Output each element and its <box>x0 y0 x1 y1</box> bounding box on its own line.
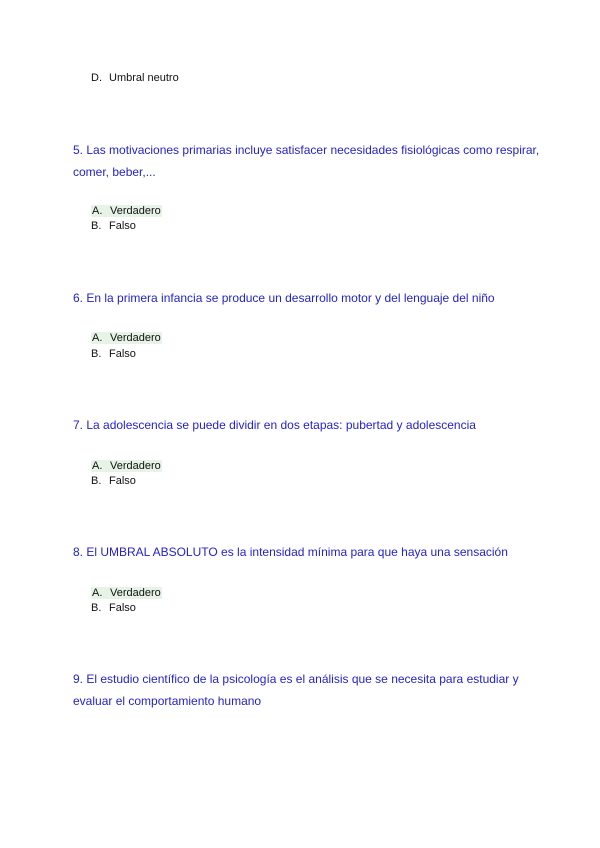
option-q4-d <box>91 71 179 86</box>
option-letter: B. <box>91 220 102 232</box>
option-q8-a <box>91 586 162 601</box>
option-text: Falso <box>109 602 136 614</box>
answer-highlight <box>91 332 162 344</box>
option-text: Verdadero <box>110 205 161 217</box>
option-letter: A. <box>92 587 103 599</box>
option-letter: B. <box>91 348 102 360</box>
option-letter: B. <box>91 475 102 487</box>
answer-highlight <box>91 460 162 472</box>
option-q6-b <box>91 347 136 362</box>
question-8: 8. El UMBRAL ABSOLUTO es la intensidad mínima para que haya una sensación <box>73 545 508 559</box>
option-q6-a <box>91 331 162 346</box>
option-text: Falso <box>109 348 136 360</box>
question-9: 9. El estudio científico de la psicología es el análisis que se necesita para estudiar y evaluar el comportamiento humano <box>73 672 519 708</box>
option-letter: A. <box>92 460 103 472</box>
question-5: 5. Las motivaciones primarias incluye satisfacer necesidades fisiológicas como respirar, comer, beber,... <box>73 143 540 179</box>
question-7: 7. La adolescencia se puede dividir en dos etapas: pubertad y adolescencia <box>73 418 476 432</box>
option-q7-b <box>91 474 136 489</box>
option-text: Verdadero <box>110 460 161 472</box>
option-letter: A. <box>92 332 103 344</box>
option-letter: D. <box>91 72 102 84</box>
option-q5-b <box>91 219 136 234</box>
option-text: Umbral neutro <box>109 72 179 84</box>
option-letter: B. <box>91 602 102 614</box>
option-q8-b <box>91 601 136 616</box>
question-6: 6. En la primera infancia se produce un desarrollo motor y del lenguaje del niño <box>73 291 495 305</box>
option-text: Falso <box>109 220 136 232</box>
option-text: Falso <box>109 475 136 487</box>
option-q5-a <box>91 204 162 219</box>
option-letter: A. <box>92 205 103 217</box>
option-q7-a <box>91 459 162 474</box>
answer-highlight <box>91 205 162 217</box>
option-text: Verdadero <box>110 587 161 599</box>
answer-highlight <box>91 587 162 599</box>
option-text: Verdadero <box>110 332 161 344</box>
